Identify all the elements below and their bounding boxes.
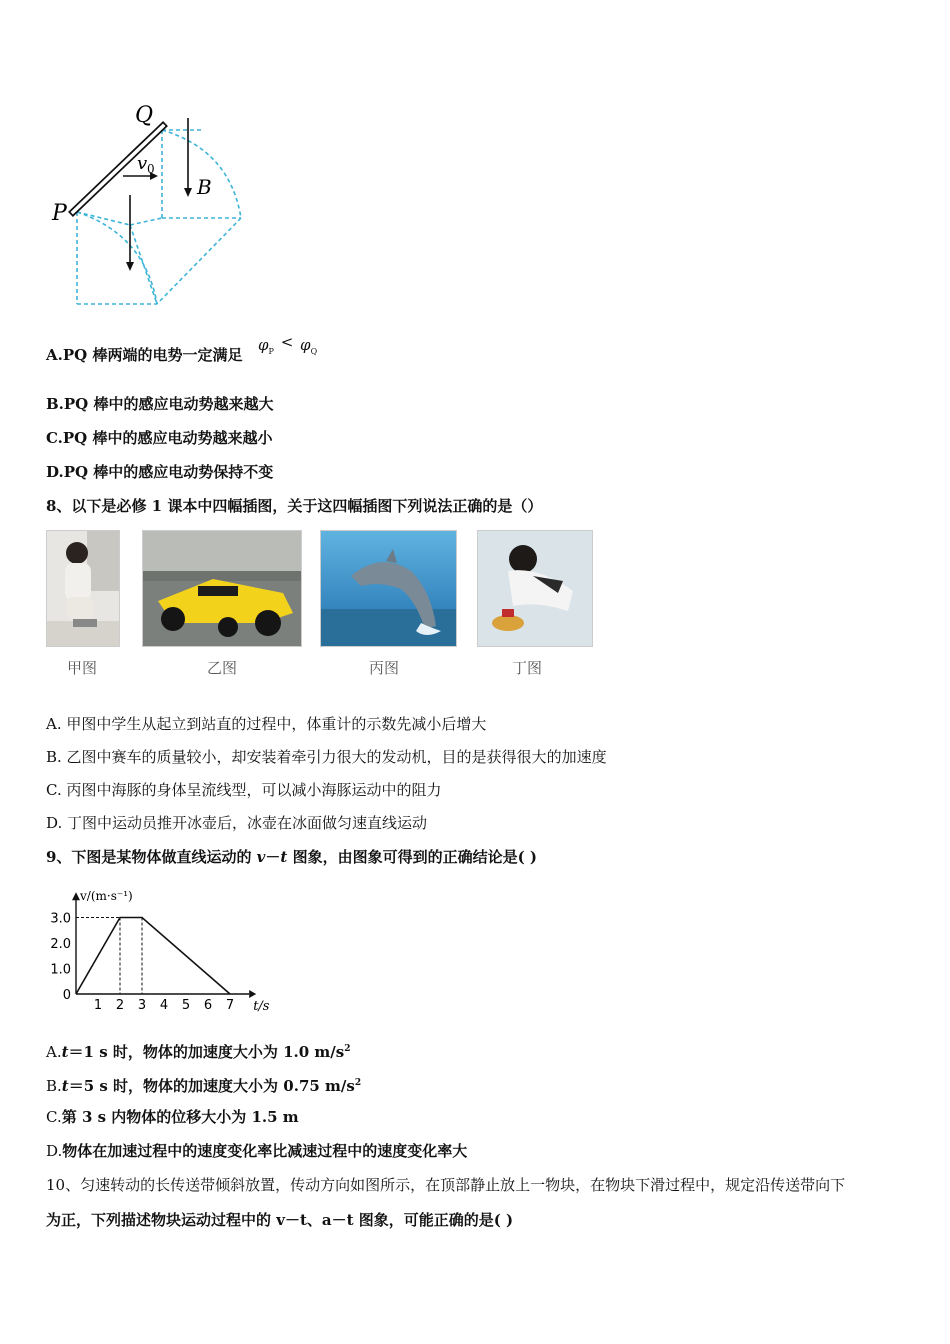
y-tick-label: 2.0 — [50, 937, 71, 952]
x-tick-label: 3 — [137, 998, 147, 1013]
y-axis-arrow — [72, 892, 80, 900]
q7-option-d: D.PQ 棒中的感应电动势保持不变 — [46, 463, 274, 481]
y-tick-label: 3.0 — [50, 911, 71, 927]
phi-inequality: $\varphi_P < \varphi_Q$ — [258, 333, 318, 356]
dashed-edge — [130, 218, 162, 225]
q7-option-b: B.PQ 棒中的感应电动势越来越大 — [46, 395, 274, 413]
dashed-arc — [162, 130, 241, 218]
label-p: P — [52, 201, 67, 226]
q9-stem: 9、下图是某物体做直线运动的 v－t 图象，由图象可得到的正确结论是( ) — [46, 848, 537, 866]
vt-series-line — [76, 918, 230, 995]
x-tick-label: 4 — [159, 998, 169, 1013]
pq-rod-figure — [45, 100, 255, 315]
label-b: B — [197, 175, 212, 199]
q9-option-a: A.t＝1 s 时，物体的加速度大小为 1.0 $m/s^2$ — [46, 1043, 351, 1061]
dashed-arc — [77, 212, 157, 304]
label-v0: v — [137, 153, 148, 174]
photo-jia-student-scale — [46, 530, 120, 647]
caption-ding: 丁图 — [511, 659, 542, 677]
photo-bing-dolphin — [320, 530, 457, 647]
dashed-edge — [157, 218, 241, 304]
photo-ding-curling — [477, 530, 593, 647]
q9-option-c: C.第 3 s 内物体的位移大小为 1.5 m — [46, 1108, 299, 1126]
label-q: Q — [135, 103, 154, 128]
x-axis-label: t/s — [253, 999, 270, 1014]
y-axis-label: v/(m·s⁻¹) — [80, 889, 133, 904]
q7-option-c: C.PQ 棒中的感应电动势越来越小 — [46, 429, 273, 447]
q8-option-a: A. 甲图中学生从起立到站直的过程中，体重计的示数先减小后增大 — [46, 715, 487, 733]
x-tick-label: 7 — [225, 998, 235, 1013]
caption-bing: 丙图 — [368, 659, 399, 677]
x-axis-arrow — [249, 990, 256, 998]
x-tick-label: 6 — [203, 998, 213, 1013]
photo-yi-race-car — [142, 530, 302, 647]
q10-line1: 10、匀速转动的长传送带倾斜放置，传动方向如图所示，在顶部静止放上一物块，在物块下滑过程中，规定沿传送带向下 — [46, 1176, 846, 1194]
x-tick-label: 2 — [115, 998, 125, 1013]
y-tick-label: 0 — [62, 988, 71, 1003]
q8-stem: 8、以下是必修 1 课本中四幅插图，关于这四幅插图下列说法正确的是（） — [46, 497, 543, 515]
q7-option-a: A.PQ 棒两端的电势一定满足 — [46, 346, 243, 364]
vt-chart — [40, 872, 270, 1017]
x-tick-label: 5 — [181, 998, 191, 1013]
q10-line2: 为正，下列描述物块运动过程中的 v－t、a－t 图象，可能正确的是( ) — [46, 1211, 514, 1229]
caption-yi: 乙图 — [206, 659, 237, 677]
x-tick-label: 1 — [93, 998, 103, 1013]
q8-option-b: B. 乙图中赛车的质量较小，却安装着牵引力很大的发动机，目的是获得很大的加速度 — [46, 748, 607, 766]
q8-option-c: C. 丙图中海豚的身体呈流线型，可以减小海豚运动中的阻力 — [46, 781, 442, 799]
label-v0-sub: 0 — [147, 162, 155, 176]
q8-option-d: D. 丁图中运动员推开冰壶后，冰壶在冰面做匀速直线运动 — [46, 814, 428, 832]
caption-jia: 甲图 — [66, 659, 97, 677]
q9-option-d: D.物体在加速过程中的速度变化率比减速过程中的速度变化率大 — [46, 1142, 468, 1160]
q9-option-b: B.t＝5 s 时，物体的加速度大小为 0.75 $m/s^2$ — [46, 1077, 362, 1095]
y-tick-label: 1.0 — [50, 962, 71, 978]
